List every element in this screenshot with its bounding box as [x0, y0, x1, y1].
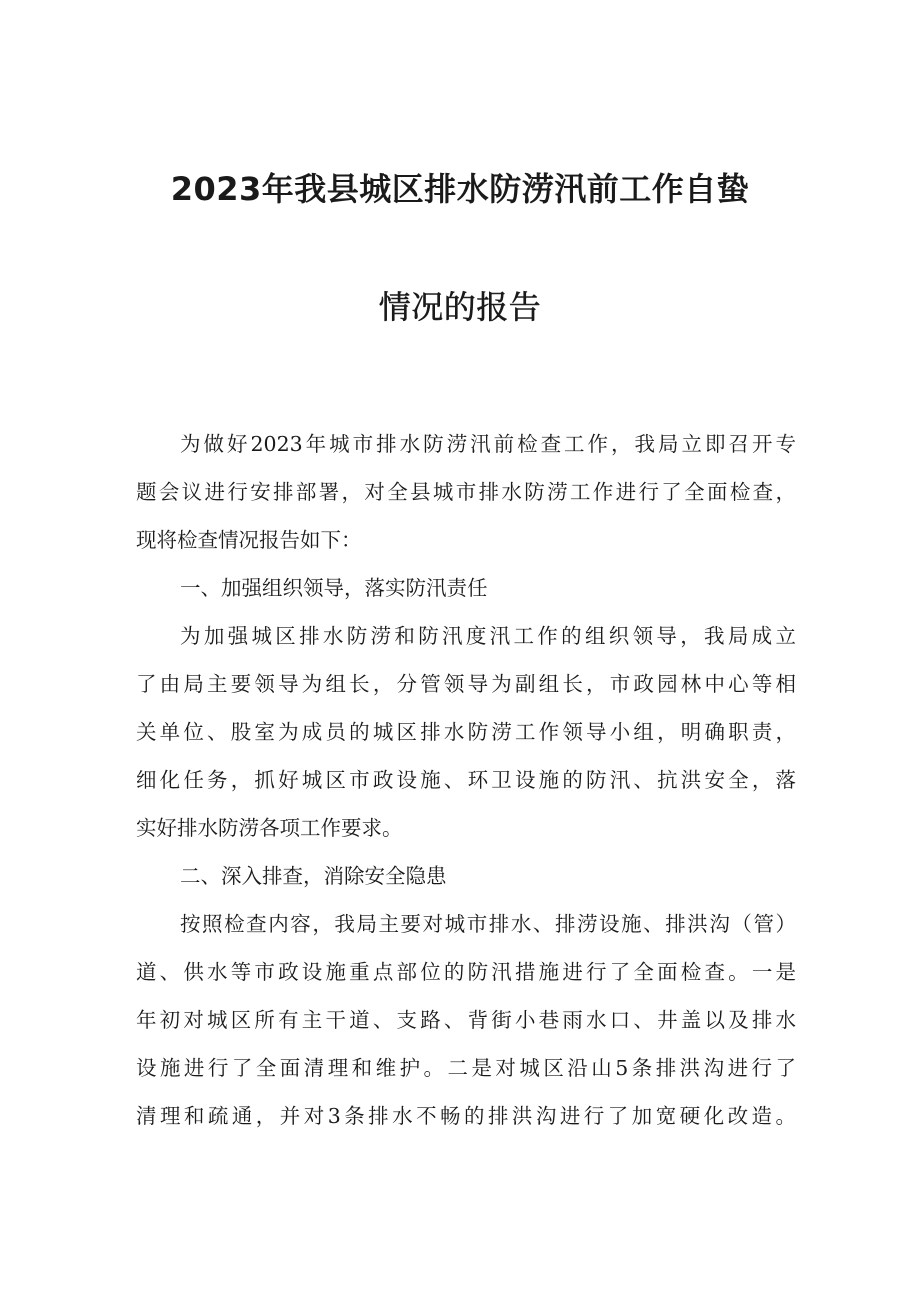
body-line: 为做好2023年城市排水防涝汛前检查工作，我局立即召开专: [180, 432, 796, 456]
body-line: 现将检查情况报告如下：: [136, 528, 362, 552]
section-heading: 二、深入排查，消除安全隐患: [180, 864, 447, 888]
body-line: 为加强城区排水防涝和防汛度汛工作的组织领导，我局成立: [180, 624, 796, 648]
body-line: 实好排水防涝各项工作要求。: [136, 816, 403, 840]
document-title-line-1: 2023年我县城区排水防涝汛前工作自蛰: [170, 170, 750, 208]
document-title-line-2: 情况的报告: [378, 288, 542, 326]
section-heading: 一、加强组织领导，落实防汛责任: [180, 576, 488, 600]
body-line: 设施进行了全面清理和维护。二是对城区沿山5条排洪沟进行了: [136, 1056, 796, 1080]
body-line: 题会议进行安排部署，对全县城市排水防涝工作进行了全面检查，: [136, 480, 796, 504]
body-line: 关单位、股室为成员的城区排水防涝工作领导小组，明确职责，: [136, 720, 796, 744]
body-line: 了由局主要领导为组长，分管领导为副组长，市政园林中心等相: [136, 672, 796, 696]
body-line: 年初对城区所有主干道、支路、背街小巷雨水口、井盖以及排水: [136, 1008, 796, 1032]
document-body: [136, 420, 796, 1140]
body-line: 细化任务，抓好城区市政设施、环卫设施的防汛、抗洪安全，落: [136, 768, 796, 792]
body-line: 清理和疏通，并对3条排水不畅的排洪沟进行了加宽硬化改造。: [136, 1104, 796, 1128]
body-line: 道、供水等市政设施重点部位的防汛措施进行了全面检查。一是: [136, 960, 796, 984]
body-line: 按照检查内容，我局主要对城市排水、排涝设施、排洪沟（管）: [180, 912, 796, 936]
